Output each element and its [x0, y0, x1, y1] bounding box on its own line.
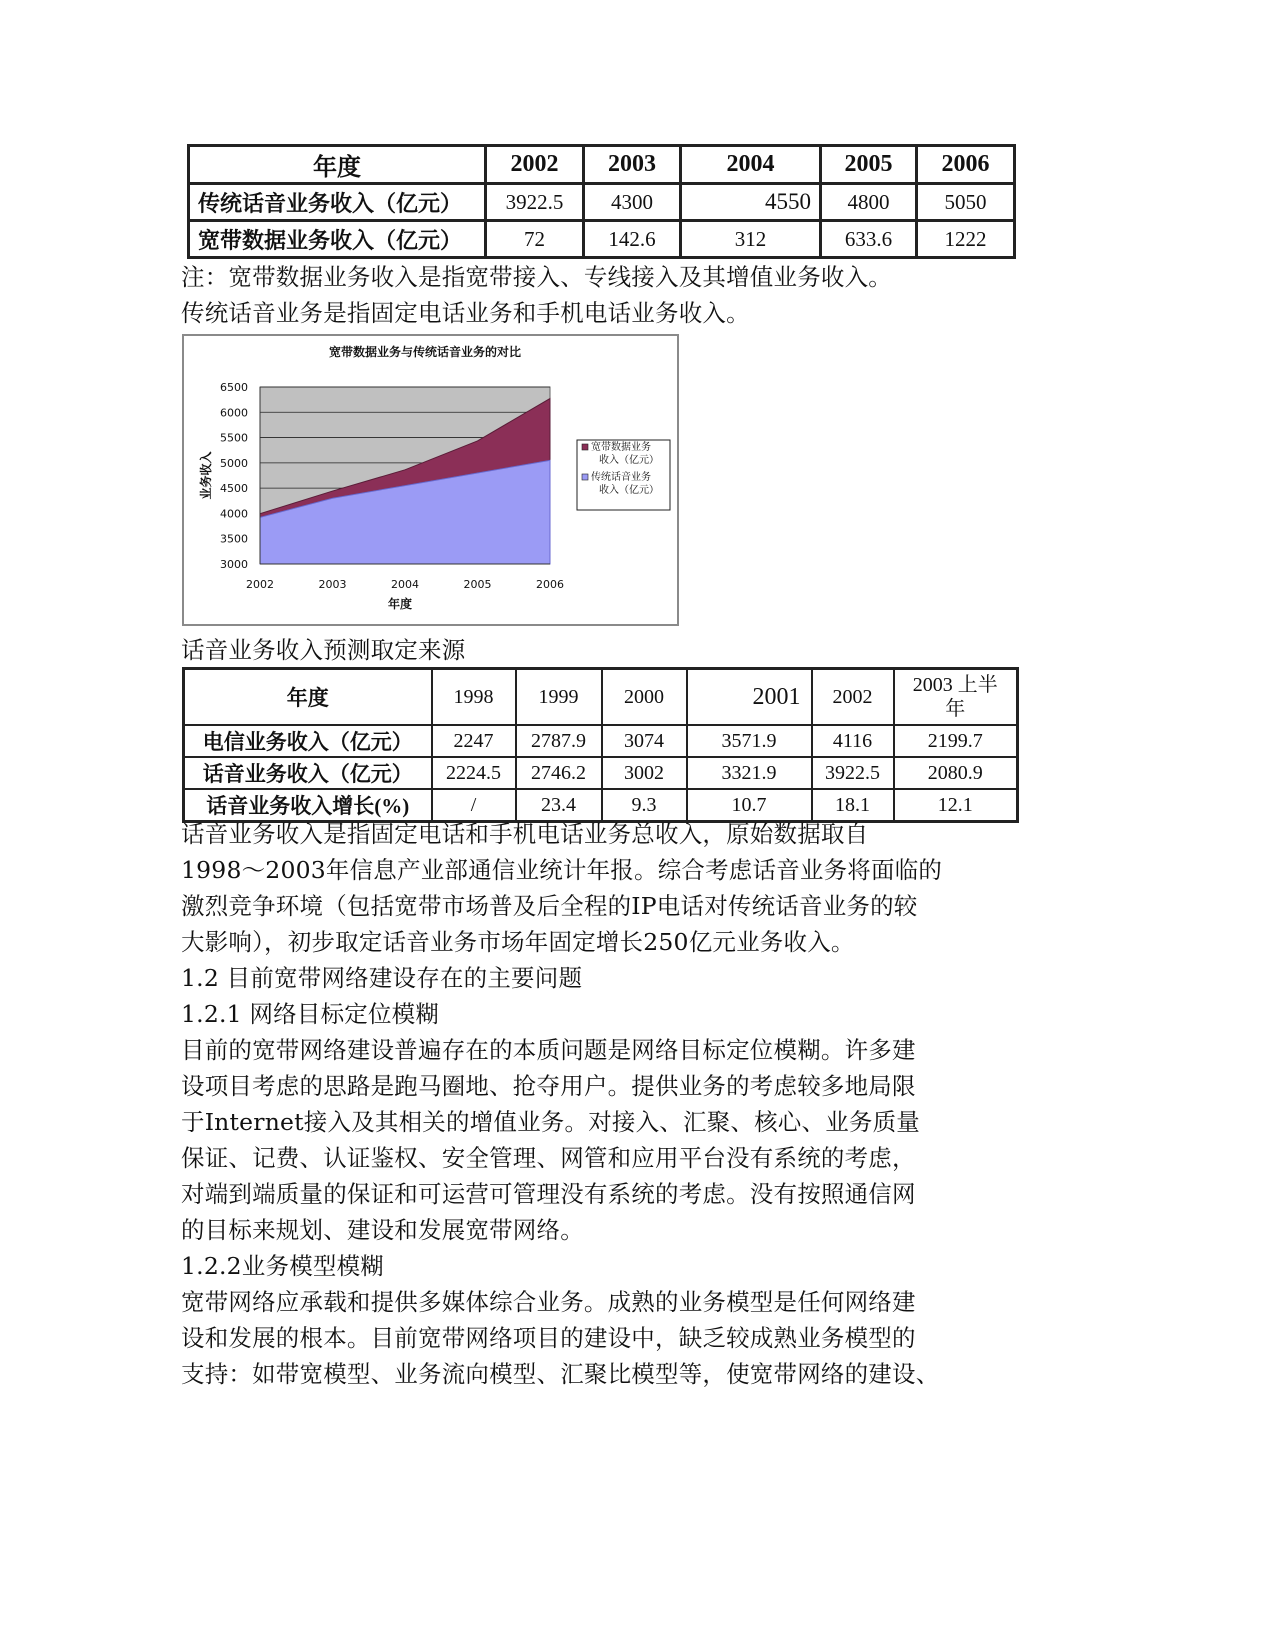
legend-label: 宽带数据业务 — [591, 442, 651, 453]
table-cell: 4550 — [681, 184, 821, 221]
table-cell: 2199.7 — [894, 725, 1018, 757]
x-tick-label: 2003 — [318, 578, 347, 591]
table-header-cell: 年度 — [184, 669, 432, 726]
subsection-heading: 1.2.2业务模型模糊 — [181, 1252, 384, 1280]
table-cell: 2746.2 — [516, 757, 602, 789]
note-line: 注：宽带数据业务收入是指宽带接入、专线接入及其增值业务收入。 — [181, 263, 892, 291]
paragraph-line: 激烈竞争环境（包括宽带市场普及后全程的IP电话对传统话音业务的较 — [181, 892, 918, 920]
table-cell: 5050 — [917, 184, 1015, 221]
table-header-cell: 2002 — [486, 146, 584, 184]
table-cell: 9.3 — [602, 789, 687, 822]
paragraph-line: 目前的宽带网络建设普遍存在的本质问题是网络目标定位模糊。许多建 — [181, 1036, 916, 1064]
table-header-cell: 2006 — [917, 146, 1015, 184]
table-header-cell: 1999 — [516, 669, 602, 726]
x-tick-label: 2002 — [246, 578, 274, 591]
table-header-cell: 1998 — [432, 669, 516, 726]
table-cell: 2247 — [432, 725, 516, 757]
row-label: 宽带数据业务收入（亿元） — [189, 221, 486, 258]
table-cell: 72 — [486, 221, 584, 258]
paragraph-line: 话音业务收入是指固定电话和手机电话业务总收入，原始数据取自 — [181, 820, 869, 848]
table-row — [189, 184, 1015, 221]
table-header-row — [189, 146, 1015, 184]
row-label: 话音业务收入（亿元） — [184, 757, 432, 789]
table-cell: 633.6 — [821, 221, 917, 258]
y-axis-label: 业务收入 — [199, 451, 213, 500]
subsection-heading: 1.2.1 网络目标定位模糊 — [181, 1000, 440, 1028]
table-cell: 4300 — [584, 184, 681, 221]
note-line: 传统话音业务是指固定电话业务和手机电话业务收入。 — [181, 299, 750, 327]
table-cell: 312 — [681, 221, 821, 258]
table-cell: 23.4 — [516, 789, 602, 822]
table-cell: 4800 — [821, 184, 917, 221]
row-label: 传统话音业务收入（亿元） — [189, 184, 486, 221]
paragraph-line: 支持：如带宽模型、业务流向模型、汇聚比模型等，使宽带网络的建设、 — [181, 1360, 940, 1388]
paragraph-line: 于Internet接入及其相关的增值业务。对接入、汇聚、核心、业务质量 — [181, 1108, 920, 1136]
table-cell: 3922.5 — [812, 757, 894, 789]
y-tick-label: 3000 — [220, 558, 248, 571]
y-tick-label: 6500 — [220, 381, 248, 394]
table-row — [184, 789, 1018, 822]
table-header-cell: 2000 — [602, 669, 687, 726]
paragraph-line: 对端到端质量的保证和可运营可管理没有系统的考虑。没有按照通信网 — [181, 1180, 916, 1208]
table-cell: 3571.9 — [687, 725, 812, 757]
paragraph-line: 设和发展的根本。目前宽带网络项目的建设中，缺乏较成熟业务模型的 — [181, 1324, 916, 1352]
table-cell: 2080.9 — [894, 757, 1018, 789]
paragraph-line: 保证、记费、认证鉴权、安全管理、网管和应用平台没有系统的考虑， — [181, 1144, 916, 1172]
legend-label: 收入（亿元） — [599, 485, 659, 496]
paragraph-line: 的目标来规划、建设和发展宽带网络。 — [181, 1216, 584, 1244]
legend-swatch — [582, 444, 588, 450]
table-cell: / — [432, 789, 516, 822]
table-header-cell: 年度 — [189, 146, 486, 184]
table-cell: 2787.9 — [516, 725, 602, 757]
area-chart — [182, 334, 679, 626]
table-cell: 2224.5 — [432, 757, 516, 789]
y-tick-label: 5500 — [220, 431, 248, 445]
chart-title: 宽带数据业务与传统话音业务的对比 — [328, 345, 522, 359]
voice-revenue-table — [182, 667, 1019, 823]
table-cell: 142.6 — [584, 221, 681, 258]
x-tick-label: 2006 — [536, 578, 564, 591]
x-axis-label: 年度 — [387, 597, 413, 611]
table-cell: 3002 — [602, 757, 687, 789]
table-header-row — [184, 669, 1018, 726]
table-caption: 话音业务收入预测取定来源 — [181, 636, 466, 664]
section-heading: 1.2 目前宽带网络建设存在的主要问题 — [181, 964, 583, 992]
x-tick-label: 2004 — [391, 578, 419, 591]
row-label: 电信业务收入（亿元） — [184, 725, 432, 757]
table-row — [184, 757, 1018, 789]
y-tick-label: 4000 — [220, 507, 248, 521]
table-cell: 3321.9 — [687, 757, 812, 789]
table-header-cell: 2001 — [687, 669, 812, 726]
x-tick-label: 2005 — [463, 578, 492, 591]
legend-label: 传统话音业务 — [591, 472, 651, 483]
revenue-forecast-table — [187, 144, 1016, 259]
table-cell: 10.7 — [687, 789, 812, 822]
paragraph-line: 大影响），初步取定话音业务市场年固定增长250亿元业务收入。 — [181, 928, 855, 956]
table-cell: 12.1 — [894, 789, 1018, 822]
table-row — [184, 725, 1018, 757]
chart-canvas — [184, 336, 677, 624]
table-cell: 3074 — [602, 725, 687, 757]
legend-label: 收入（亿元） — [599, 455, 659, 466]
table-header-cell: 2002 — [812, 669, 894, 726]
y-tick-label: 5000 — [220, 456, 248, 470]
paragraph-line: 设项目考虑的思路是跑马圈地、抢夺用户。提供业务的考虑较多地局限 — [181, 1072, 916, 1100]
table-header-cell: 2003 — [584, 146, 681, 184]
y-tick-label: 3500 — [220, 532, 248, 546]
row-label: 话音业务收入增长(%) — [184, 789, 432, 822]
paragraph-line: 1998～2003年信息产业部通信业统计年报。综合考虑话音业务将面临的 — [181, 856, 943, 884]
table-cell: 18.1 — [812, 789, 894, 822]
legend-swatch — [582, 474, 588, 480]
paragraph-line: 宽带网络应承载和提供多媒体综合业务。成熟的业务模型是任何网络建 — [181, 1288, 916, 1316]
table-cell: 3922.5 — [486, 184, 584, 221]
y-tick-label: 6000 — [220, 406, 248, 420]
table-row — [189, 221, 1015, 258]
table-header-cell: 2004 — [681, 146, 821, 184]
y-tick-label: 4500 — [220, 482, 248, 496]
table-header-cell: 2003 上半年 — [894, 669, 1018, 726]
table-cell: 4116 — [812, 725, 894, 757]
table-cell: 1222 — [917, 221, 1015, 258]
table-header-cell: 2005 — [821, 146, 917, 184]
